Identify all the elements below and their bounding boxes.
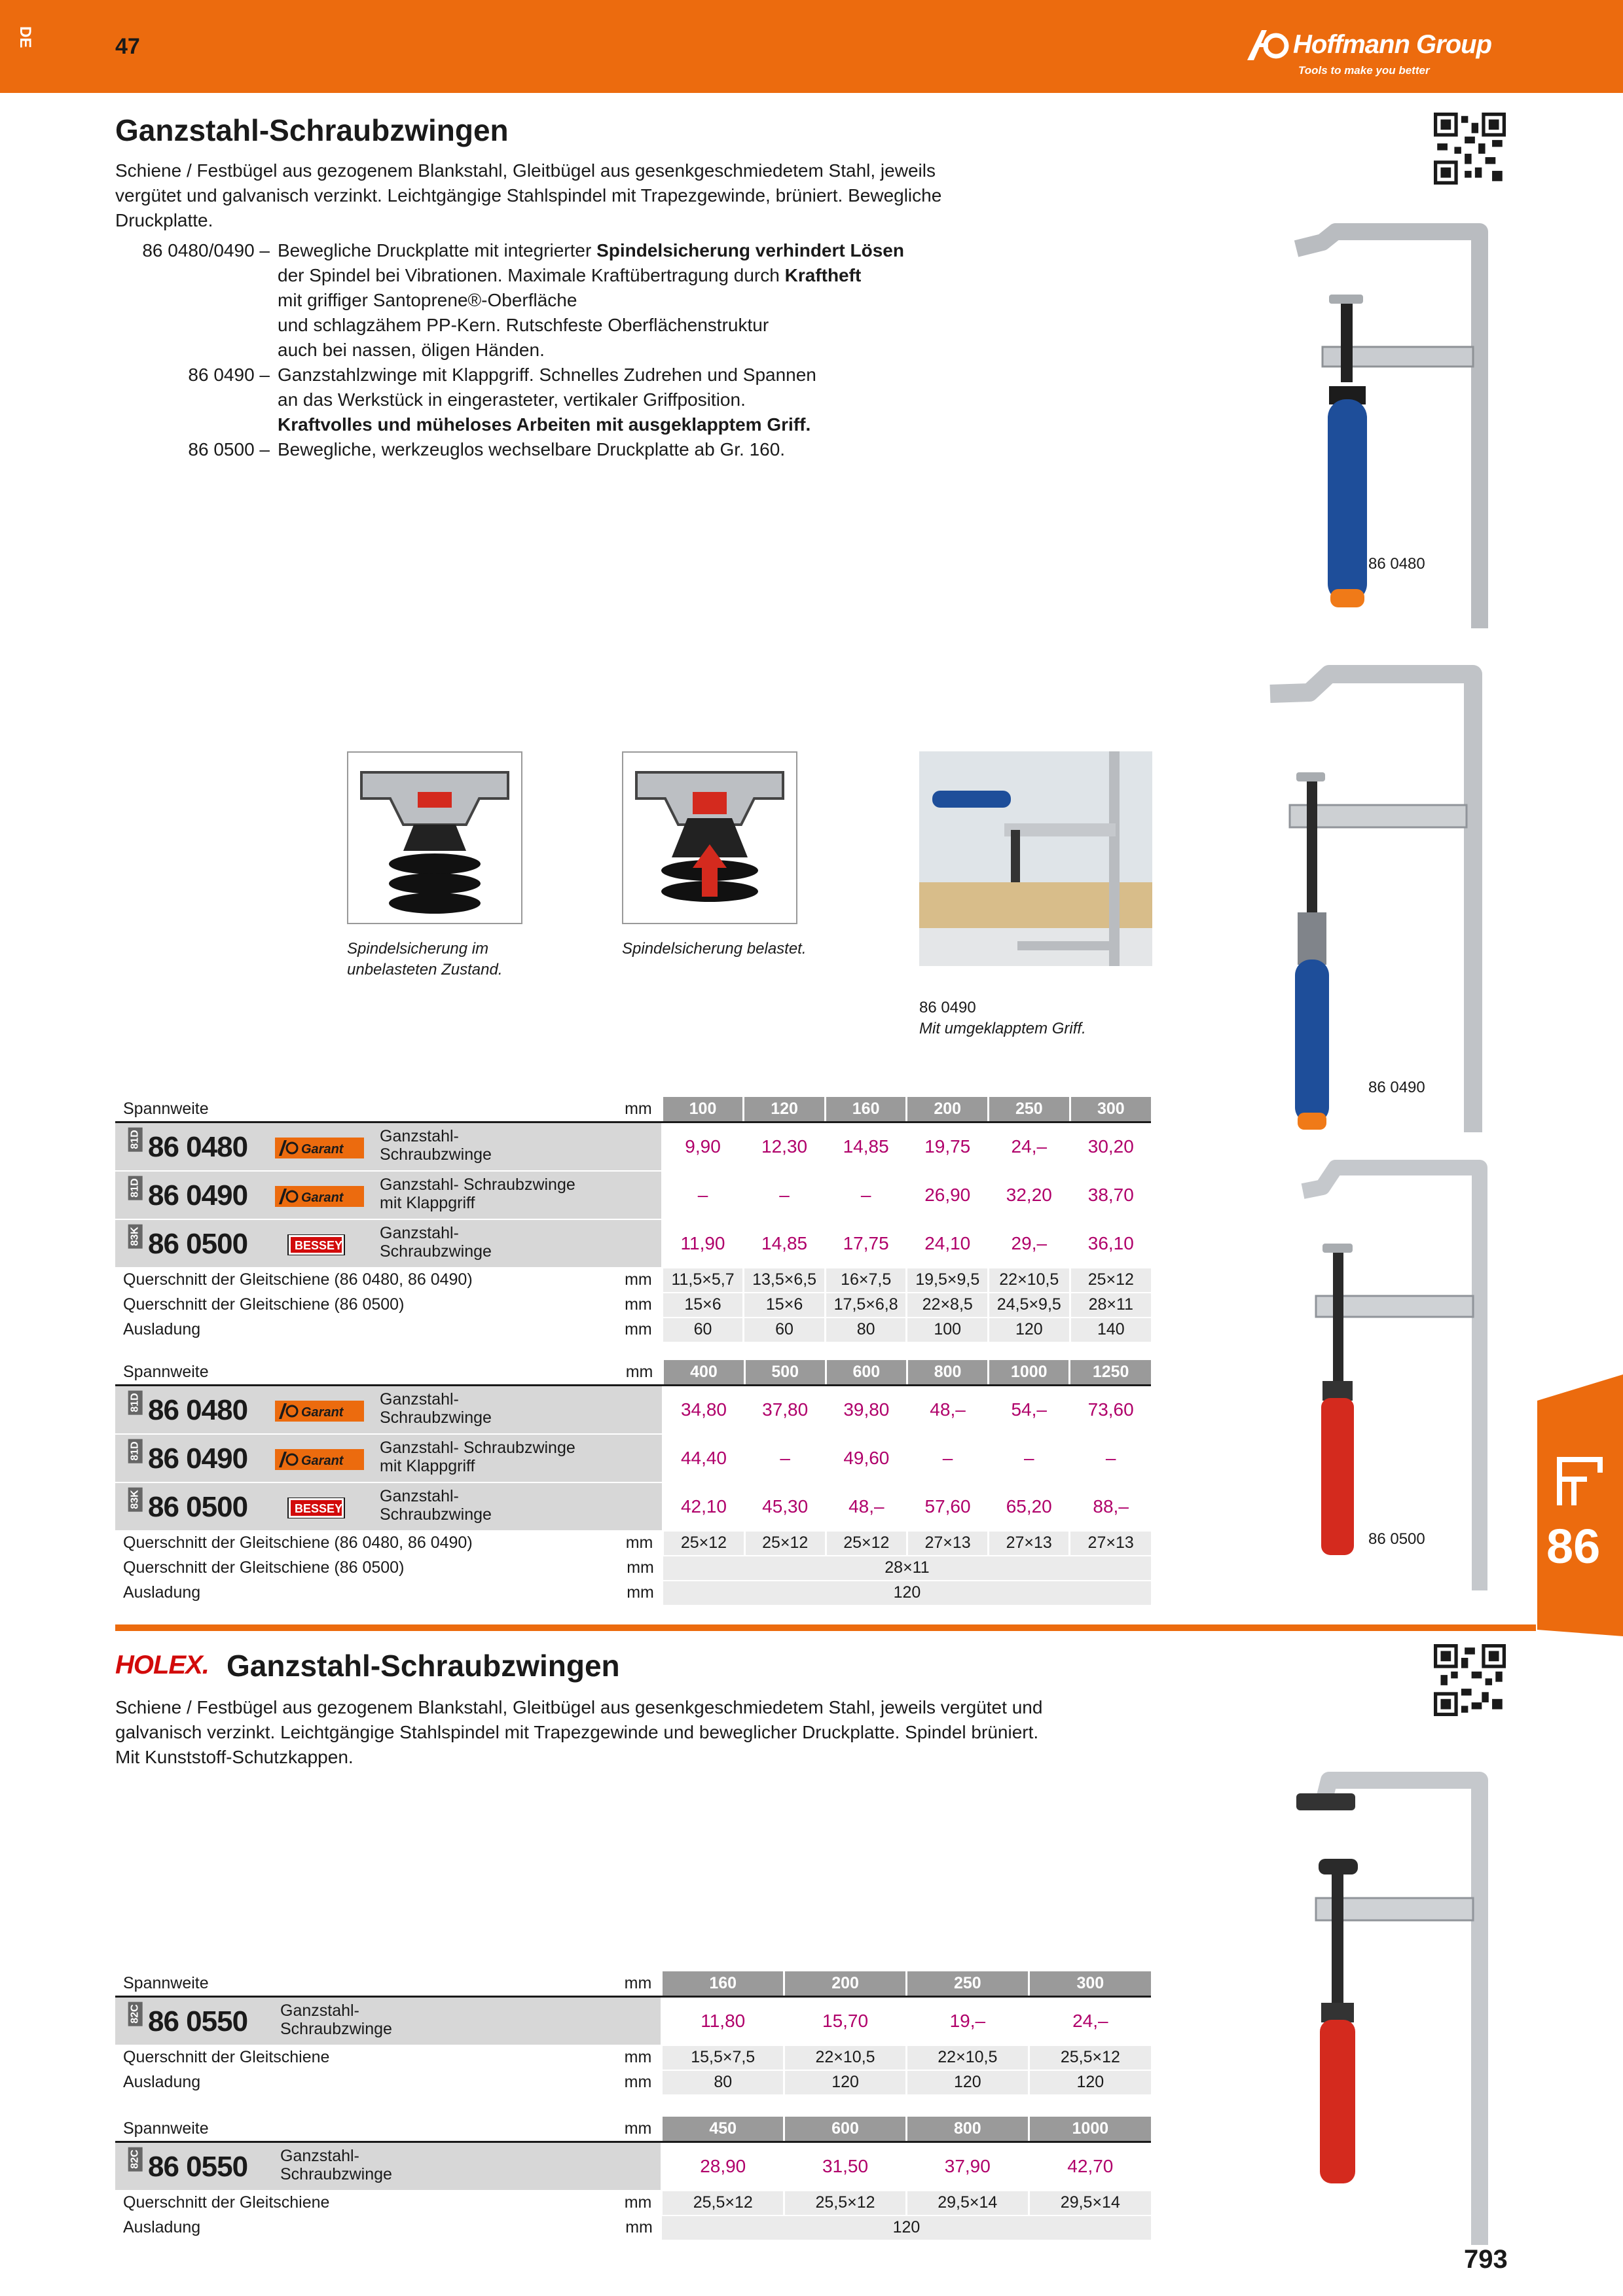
spec-cell: 29,5×14	[906, 2191, 1029, 2215]
spec-row	[115, 2215, 1151, 2240]
product-name: Ganzstahl- Schraubzwinge	[380, 1223, 492, 1261]
photo-caption-text: Mit umgeklapptem Griff.	[919, 1020, 1086, 1037]
caption-loaded	[622, 939, 807, 960]
photo-caption-code: 86 0490	[919, 999, 976, 1016]
price-cell[interactable]: 32,20	[989, 1171, 1070, 1219]
product-row[interactable]	[115, 2142, 1151, 2191]
unit-label: mm	[622, 2215, 662, 2240]
product-row[interactable]	[115, 1385, 1151, 1434]
caption-loaded-line1: Spindelsicherung belastet.	[622, 940, 807, 958]
spec-cell: 11,5×5,7	[662, 1268, 744, 1293]
spec-label: Querschnitt der Gleitschiene	[115, 2045, 622, 2070]
spec-row	[115, 1318, 1151, 1342]
spec-cell: 15×6	[744, 1293, 826, 1318]
spec-cell: 60	[662, 1318, 744, 1342]
price-cell[interactable]: 48,–	[907, 1385, 988, 1434]
unit-label: mm	[622, 1268, 662, 1293]
image-label-860490: 86 0490	[1368, 1079, 1425, 1096]
unit-label: mm	[622, 1971, 662, 1996]
clamp-860490-image	[1264, 661, 1506, 1139]
size-cell: 200	[784, 1971, 907, 1996]
size-cell: 300	[1070, 1097, 1151, 1122]
spec-label: Querschnitt der Gleitschiene	[115, 2191, 622, 2215]
feature-code: 86 0490 –	[188, 365, 270, 385]
qr-code-icon[interactable]	[1434, 1644, 1506, 1716]
price-cell[interactable]: 42,10	[663, 1482, 744, 1531]
spec-cell: 27×13	[907, 1531, 988, 1556]
product-name: Ganzstahl- Schraubzwinge mit Klappgriff	[380, 1175, 575, 1212]
spec-row	[115, 1556, 1151, 1581]
feature-text: Bewegliche Druckplatte mit integrierter Spindelsicherung verhindert Lösen der Spindel bei Vibrationen. Maximale Kraftübertragung durch Kraftheft mit griffiger Santoprene®-Oberfläche und schlagzähem PP-Kern. Rutschfeste Oberflächenstruktur auch bei nassen, öligen Händen.	[278, 240, 904, 360]
spec-row	[115, 2070, 1151, 2095]
feature-code: 86 0500 –	[188, 439, 270, 459]
spec-cell: 22×8,5	[907, 1293, 989, 1318]
catalog-page-number: 47	[115, 34, 140, 59]
caption-unloaded	[347, 939, 503, 980]
unit-label: mm	[622, 1318, 662, 1342]
spec-label: Ausladung	[115, 1318, 622, 1342]
size-label: Spannweite	[115, 1097, 622, 1122]
unit-label: mm	[623, 1531, 663, 1556]
price-cell[interactable]: 31,50	[784, 2142, 907, 2191]
spec-cell: 100	[907, 1318, 989, 1342]
section-intro: Schiene / Festbügel aus gezogenem Blankstahl, Gleitbügel aus gesenkgeschmiedetem Stahl, jeweils vergütet und galvanisch verzinkt. Leichtgängige Stahlspindel mit Trapezgewinde, brüniert. Bewegliche Druckplatte.	[115, 160, 942, 230]
garant-logo-icon	[275, 1449, 364, 1470]
size-cell: 800	[907, 1360, 988, 1385]
price-cell[interactable]: 24,–	[1029, 1996, 1151, 2045]
price-cell[interactable]: 54,–	[989, 1385, 1070, 1434]
product-row[interactable]	[115, 1482, 1151, 1531]
product-name: Ganzstahl- Schraubzwinge	[280, 2001, 392, 2038]
product-name: Ganzstahl- Schraubzwinge	[280, 2146, 392, 2183]
spec-cell: 25×12	[663, 1531, 744, 1556]
unit-label: mm	[622, 2070, 662, 2095]
spec-label: Querschnitt der Gleitschiene (86 0480, 86 0490)	[115, 1531, 623, 1556]
price-cell[interactable]: 24,10	[907, 1219, 989, 1268]
article-number[interactable]: 86 0550	[148, 2005, 248, 2037]
price-table-2	[115, 1360, 1151, 1606]
product-row[interactable]	[115, 1122, 1151, 1171]
size-label: Spannweite	[115, 2117, 622, 2142]
vendor-code: 83K	[128, 1487, 143, 1511]
size-header-row	[115, 1971, 1151, 1996]
size-cell: 600	[784, 2117, 907, 2142]
spec-cell: 22×10,5	[906, 2045, 1029, 2070]
feature-text: Bewegliche, werkzeuglos wechselbare Druckplatte ab Gr. 160.	[278, 439, 786, 459]
price-cell[interactable]: 19,75	[907, 1122, 989, 1171]
spec-cell: 28×11	[1070, 1293, 1151, 1318]
price-table-3	[115, 1971, 1151, 2096]
unit-label: mm	[622, 1097, 662, 1122]
product-cell	[115, 1122, 662, 1171]
size-cell: 300	[1029, 1971, 1151, 1996]
size-cell: 250	[989, 1097, 1070, 1122]
caption-unloaded-line1: Spindelsicherung im	[347, 940, 489, 958]
spec-cell: 22×10,5	[784, 2045, 907, 2070]
product-name: Ganzstahl- Schraubzwinge	[380, 1126, 492, 1164]
holex-logo: HOLEX.	[115, 1651, 209, 1679]
section-title: Ganzstahl-Schraubzwingen	[115, 113, 509, 147]
product-cell	[115, 1482, 663, 1531]
garant-logo-icon	[275, 1401, 364, 1422]
price-cell[interactable]: 9,90	[662, 1122, 744, 1171]
size-cell: 100	[662, 1097, 744, 1122]
clamp-860550-image	[1283, 1767, 1506, 2251]
price-cell[interactable]: 88,–	[1070, 1482, 1151, 1531]
spec-label: Ausladung	[115, 1581, 623, 1605]
price-cell[interactable]: –	[744, 1434, 826, 1482]
vendor-code: 82C	[128, 2001, 143, 2026]
unit-label: mm	[623, 1360, 663, 1385]
price-cell[interactable]: 57,60	[907, 1482, 988, 1531]
product-row[interactable]	[115, 1434, 1151, 1482]
spec-cell: 15,5×7,5	[662, 2045, 784, 2070]
price-cell[interactable]: 11,90	[662, 1219, 744, 1268]
product-cell	[115, 1219, 662, 1268]
product-cell	[115, 2142, 662, 2191]
price-cell[interactable]: 29,–	[989, 1219, 1070, 1268]
spec-row	[115, 1581, 1151, 1605]
price-cell[interactable]: 37,90	[906, 2142, 1029, 2191]
spec-cell: 80	[825, 1318, 907, 1342]
size-header-row	[115, 1097, 1151, 1122]
spec-row	[115, 2045, 1151, 2070]
size-cell: 1250	[1070, 1360, 1151, 1385]
spec-cell: 27×13	[1070, 1531, 1151, 1556]
spec-cell: 13,5×6,5	[744, 1268, 826, 1293]
price-table-4	[115, 2117, 1151, 2241]
size-cell: 800	[906, 2117, 1029, 2142]
size-header-row	[115, 1360, 1151, 1385]
spec-label: Querschnitt der Gleitschiene (86 0500)	[115, 1293, 622, 1318]
spindle-unloaded-diagram	[347, 751, 522, 924]
size-cell: 160	[825, 1097, 907, 1122]
product-cell	[115, 1385, 663, 1434]
spec-cell: 25×12	[826, 1531, 907, 1556]
spec-cell: 25,5×12	[1029, 2045, 1151, 2070]
unit-label: mm	[622, 2045, 662, 2070]
price-cell[interactable]: 30,20	[1070, 1122, 1151, 1171]
section2-intro: Schiene / Festbügel aus gezogenem Blankstahl, Gleitbügel aus gesenkgeschmiedetem Stahl, jeweils vergütet und galvanisch verzinkt. Leichtgängige Stahlspindel mit Trapezgewinde und beweglicher Druckplatte. Spindel brüniert. Mit Kunststoff-Schutzkappen.	[115, 1697, 1043, 1767]
unit-label: mm	[623, 1556, 663, 1581]
bessey-logo-icon	[275, 1498, 364, 1518]
article-number[interactable]: 86 0500	[148, 1490, 248, 1523]
vendor-code: 81D	[128, 1127, 143, 1151]
clamp-in-use-photo	[919, 751, 1152, 966]
spec-cell: 15×6	[662, 1293, 744, 1318]
svg-text:Garant: Garant	[301, 1190, 344, 1205]
size-cell: 250	[906, 1971, 1029, 1996]
price-cell[interactable]: 26,90	[907, 1171, 989, 1219]
spec-cell: 120	[906, 2070, 1029, 2095]
spec-cell: 19,5×9,5	[907, 1268, 989, 1293]
qr-code-icon[interactable]	[1434, 113, 1506, 185]
price-cell[interactable]: 14,85	[825, 1122, 907, 1171]
price-cell[interactable]: 34,80	[663, 1385, 744, 1434]
product-row[interactable]	[115, 1171, 1151, 1219]
header-bar	[0, 0, 1623, 93]
brand-tagline: Tools to make you better	[1298, 64, 1430, 77]
article-number[interactable]: 86 0500	[148, 1227, 248, 1260]
size-cell: 1000	[989, 1360, 1070, 1385]
spindle-loaded-diagram	[622, 751, 797, 924]
chapter-tab[interactable]	[1537, 1374, 1623, 1636]
svg-text:Garant: Garant	[301, 1141, 344, 1157]
spec-row	[115, 1268, 1151, 1293]
feature-text: Ganzstahlzwinge mit Klappgriff. Schnelles Zudrehen und Spannen an das Werkstück in eingerasteter, vertikaler Griffposition. Kraftvolles und müheloses Arbeiten mit ausgeklapptem Griff.	[278, 365, 816, 435]
hoffmann-logo[interactable]	[1247, 26, 1509, 79]
spec-cell: 120	[1029, 2070, 1151, 2095]
image-label-860480: 86 0480	[1368, 555, 1425, 573]
vendor-code: 83K	[128, 1224, 143, 1248]
spec-cell: 24,5×9,5	[989, 1293, 1070, 1318]
spec-label: Ausladung	[115, 2215, 622, 2240]
size-cell: 500	[744, 1360, 826, 1385]
product-row[interactable]	[115, 1219, 1151, 1268]
price-cell[interactable]: 24,–	[989, 1122, 1070, 1171]
hoffmann-logo-icon	[1247, 30, 1289, 60]
garant-logo-icon	[275, 1186, 364, 1207]
vendor-code: 81D	[128, 1390, 143, 1414]
product-cell	[115, 1171, 662, 1219]
size-cell: 120	[744, 1097, 826, 1122]
price-cell[interactable]: –	[825, 1171, 907, 1219]
size-cell: 450	[662, 2117, 784, 2142]
price-cell[interactable]: 17,75	[825, 1219, 907, 1268]
article-number[interactable]: 86 0480	[148, 1130, 248, 1163]
size-header-row	[115, 2117, 1151, 2142]
chapter-number: 86	[1546, 1519, 1601, 1573]
price-cell[interactable]: 11,80	[662, 1996, 784, 2045]
spec-cell: 120	[784, 2070, 907, 2095]
product-name: Ganzstahl- Schraubzwinge	[380, 1486, 492, 1524]
spec-cell: 16×7,5	[825, 1268, 907, 1293]
price-cell[interactable]: 48,–	[826, 1482, 907, 1531]
article-number[interactable]: 86 0490	[148, 1179, 248, 1211]
section2-title: Ganzstahl-Schraubzwingen	[227, 1649, 620, 1683]
article-number[interactable]: 86 0550	[148, 2150, 248, 2183]
chapter-tab-shape	[1537, 1374, 1623, 1636]
size-cell: 160	[662, 1971, 784, 1996]
price-cell[interactable]: –	[744, 1171, 826, 1219]
spec-cell: 120	[989, 1318, 1070, 1342]
price-cell[interactable]: 14,85	[744, 1219, 826, 1268]
product-name: Ganzstahl- Schraubzwinge mit Klappgriff	[380, 1438, 575, 1475]
size-cell: 200	[907, 1097, 989, 1122]
unit-label: mm	[622, 2191, 662, 2215]
spec-cell: 29,5×14	[1029, 2191, 1151, 2215]
image-label-860500: 86 0500	[1368, 1530, 1425, 1548]
spec-row	[115, 1531, 1151, 1556]
svg-text:Garant: Garant	[301, 1453, 344, 1468]
price-cell[interactable]: 65,20	[989, 1482, 1070, 1531]
price-cell[interactable]: 38,70	[1070, 1171, 1151, 1219]
spec-cell: 25,5×12	[784, 2191, 907, 2215]
garant-logo-icon	[275, 1138, 364, 1158]
price-cell[interactable]: 37,80	[744, 1385, 826, 1434]
spec-cell: 25×12	[1070, 1268, 1151, 1293]
spec-merged-cell: 120	[662, 2215, 1151, 2240]
price-cell[interactable]: 36,10	[1070, 1219, 1151, 1268]
size-label: Spannweite	[115, 1971, 622, 1996]
spec-cell: 140	[1070, 1318, 1151, 1342]
product-cell	[115, 1434, 663, 1482]
vendor-code: 81D	[128, 1439, 143, 1463]
svg-text:BESSEY: BESSEY	[295, 1501, 343, 1515]
price-cell[interactable]: 45,30	[744, 1482, 826, 1531]
price-cell[interactable]: 42,70	[1029, 2142, 1151, 2191]
price-cell[interactable]: 28,90	[662, 2142, 784, 2191]
svg-text:BESSEY: BESSEY	[295, 1238, 343, 1252]
spec-row	[115, 1293, 1151, 1318]
spec-cell: 25×12	[744, 1531, 826, 1556]
bessey-logo-icon	[275, 1234, 364, 1255]
spec-cell: 22×10,5	[989, 1268, 1070, 1293]
size-label: Spannweite	[115, 1360, 623, 1385]
unit-label: mm	[622, 1293, 662, 1318]
price-cell[interactable]: 39,80	[826, 1385, 907, 1434]
article-number[interactable]: 86 0490	[148, 1442, 248, 1475]
article-number[interactable]: 86 0480	[148, 1393, 248, 1426]
spec-row	[115, 2191, 1151, 2215]
page-number: 793	[1464, 2245, 1508, 2274]
spec-merged-cell: 28×11	[663, 1556, 1151, 1581]
vendor-code: 81D	[128, 1175, 143, 1200]
vendor-code: 82C	[128, 2147, 143, 2171]
price-cell[interactable]: 44,40	[663, 1434, 744, 1482]
price-table-1	[115, 1097, 1151, 1343]
spec-cell: 25,5×12	[662, 2191, 784, 2215]
spec-cell: 17,5×6,8	[825, 1293, 907, 1318]
price-cell[interactable]: –	[989, 1434, 1070, 1482]
price-cell[interactable]: 15,70	[784, 1996, 907, 2045]
language-code: DE	[16, 26, 34, 48]
spec-cell: 27×13	[989, 1531, 1070, 1556]
size-cell: 400	[663, 1360, 744, 1385]
unit-label: mm	[623, 1581, 663, 1605]
caption-unloaded-line2: unbelasteten Zustand.	[347, 961, 503, 978]
brand-name: Hoffmann Group	[1293, 30, 1492, 59]
spec-cell: 60	[744, 1318, 826, 1342]
size-cell: 1000	[1029, 2117, 1151, 2142]
feature-code: 86 0480/0490 –	[142, 240, 270, 260]
price-cell[interactable]: 12,30	[744, 1122, 826, 1171]
product-cell	[115, 1996, 662, 2045]
section-divider	[115, 1624, 1536, 1631]
svg-text:Garant: Garant	[301, 1405, 344, 1420]
unit-label: mm	[622, 2117, 662, 2142]
price-cell[interactable]: 19,–	[906, 1996, 1029, 2045]
spec-merged-cell: 120	[663, 1581, 1151, 1605]
spec-label: Ausladung	[115, 2070, 622, 2095]
product-name: Ganzstahl- Schraubzwinge	[380, 1390, 492, 1427]
price-cell[interactable]: –	[1070, 1434, 1151, 1482]
spec-cell: 80	[662, 2070, 784, 2095]
spec-label: Querschnitt der Gleitschiene (86 0500)	[115, 1556, 623, 1581]
spec-label: Querschnitt der Gleitschiene (86 0480, 86 0490)	[115, 1268, 622, 1293]
photo-caption	[919, 997, 1086, 1039]
price-cell[interactable]: 73,60	[1070, 1385, 1151, 1434]
product-row[interactable]	[115, 1996, 1151, 2045]
size-cell: 600	[826, 1360, 907, 1385]
price-cell[interactable]: –	[662, 1171, 744, 1219]
price-cell[interactable]: 49,60	[826, 1434, 907, 1482]
price-cell[interactable]: –	[907, 1434, 988, 1482]
